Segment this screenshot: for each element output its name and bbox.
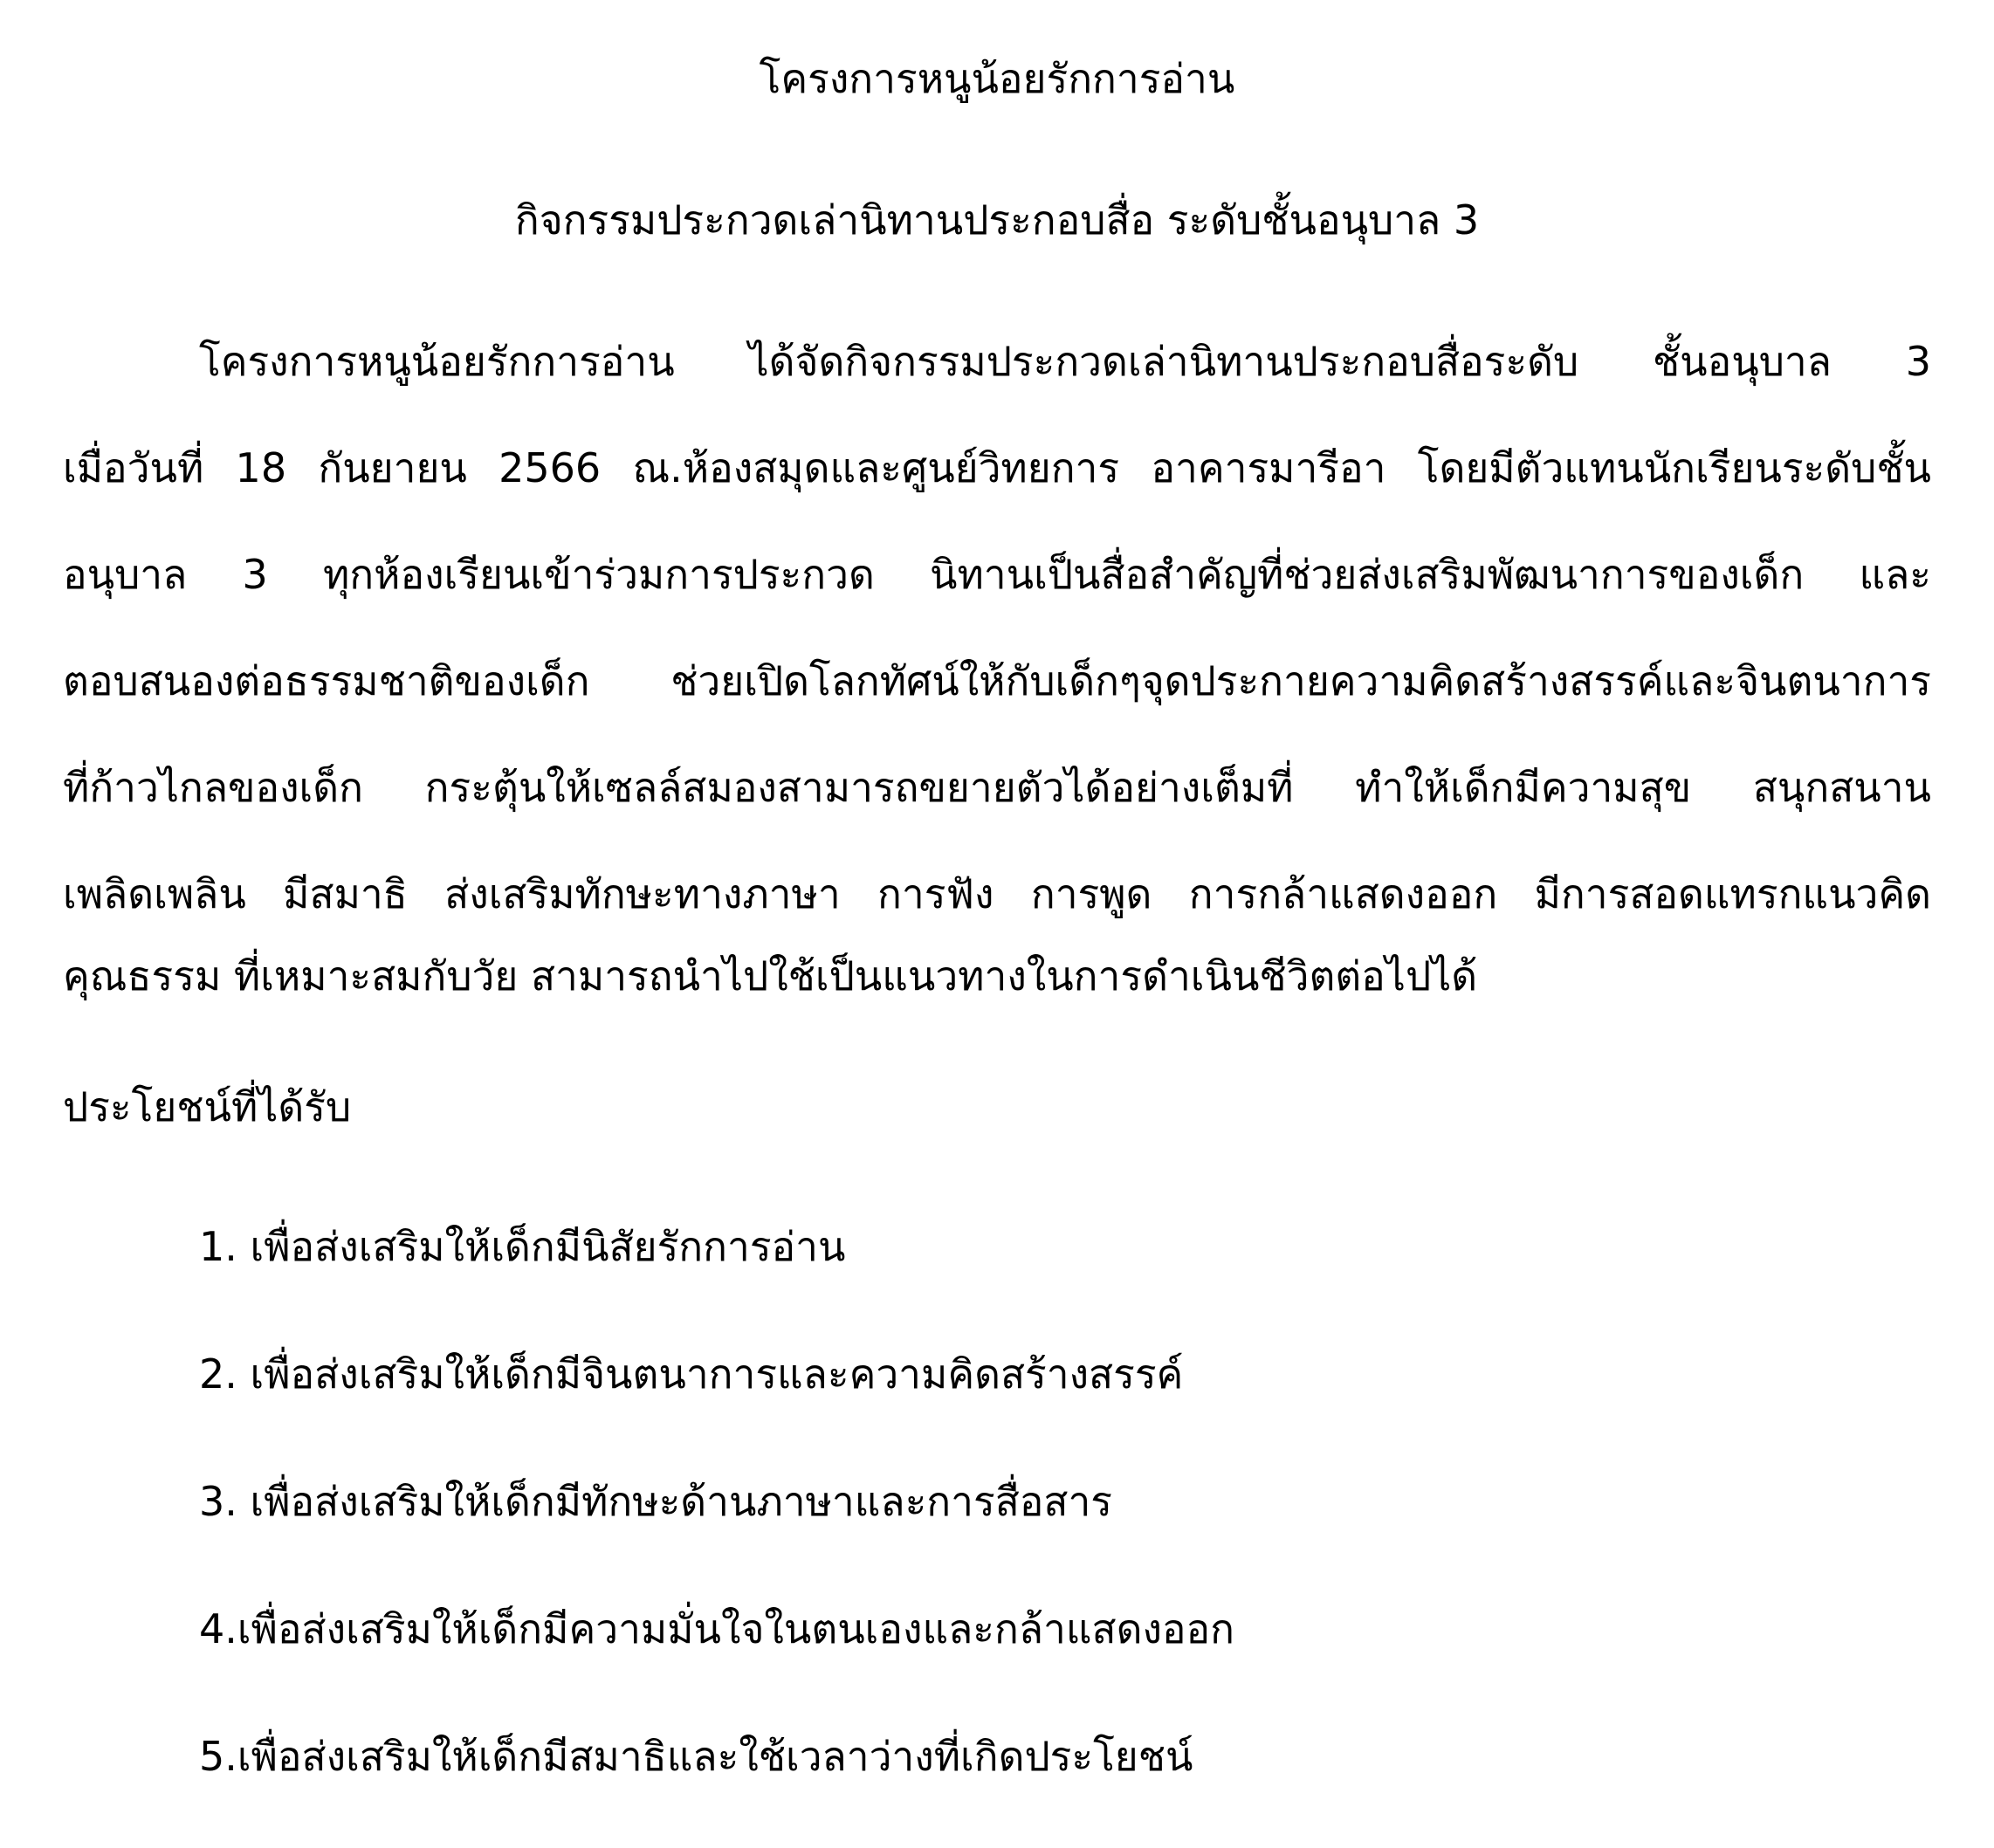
list-item: 1. เพื่อส่งเสริมให้เด็กมีนิสัยรักการอ่าน [199, 1223, 846, 1270]
paragraph-line: เมื่อวันที่ 18 กันยายน 2566 ณ.ห้องสมุดและศูนย์วิทยการ อาคารมารีอา โดยมีตัวแทนนักเรียนระดับชั้น [63, 444, 1931, 491]
list-item: 2. เพื่อส่งเสริมให้เด็กมีจินตนาการและความคิดสร้างสรรค์ [199, 1350, 1184, 1398]
paragraph-line: ตอบสนองต่อธรรมชาติของเด็ก ช่วยเปิดโลกทัศน์ให้กับเด็กๆจุดประกายความคิดสร้างสรรค์และจินตนาการ [63, 657, 1931, 704]
paragraph-line: อนุบาล 3 ทุกห้องเรียนเข้าร่วมการประกวด นิทานเป็นสื่อสำคัญที่ช่วยส่งเสริมพัฒนาการของเด็ก และ [63, 551, 1931, 598]
paragraph-line: โครงการหนูน้อยรักการอ่าน ได้จัดกิจกรรมประกวดเล่านิทานประกอบสื่อระดับ ชั้นอนุบาล 3 [199, 338, 1931, 385]
paragraph-line: ที่ก้าวไกลของเด็ก กระตุ้นให้เซลล์สมองสามารถขยายตัวได้อย่างเต็มที่ ทำให้เด็กมีความสุข สนุกสนาน [63, 764, 1931, 811]
list-item: 5.เพื่อส่งเสริมให้เด็กมีสมาธิและใช้เวลาว่างที่เกิดประโยชน์ [199, 1733, 1193, 1780]
benefits-heading: ประโยชน์ที่ได้รับ [63, 1083, 352, 1130]
document-subtitle: กิจกรรมประกวดเล่านิทานประกอบสื่อ ระดับชั้นอนุบาล 3 [514, 196, 1480, 244]
paragraph-line: เพลิดเพลิน มีสมาธิ ส่งเสริมทักษะทางภาษา การฟัง การพูด การกล้าแสดงออก มีการสอดแทรกแนวคิด [63, 870, 1931, 917]
paragraph-line: คุณธรรม ที่เหมาะสมกับวัย สามารถนำไปใช้เป็นแนวทางในการดำเนินชีวิตต่อไปได้ [63, 952, 1478, 1000]
document-title: โครงการหนูน้อยรักการอ่าน [759, 55, 1235, 102]
list-item: 4.เพื่อส่งเสริมให้เด็กมีความมั่นใจในตนเองและกล้าแสดงออก [199, 1605, 1235, 1652]
list-item: 3. เพื่อส่งเสริมให้เด็กมีทักษะด้านภาษาและการสื่อสาร [199, 1478, 1113, 1525]
